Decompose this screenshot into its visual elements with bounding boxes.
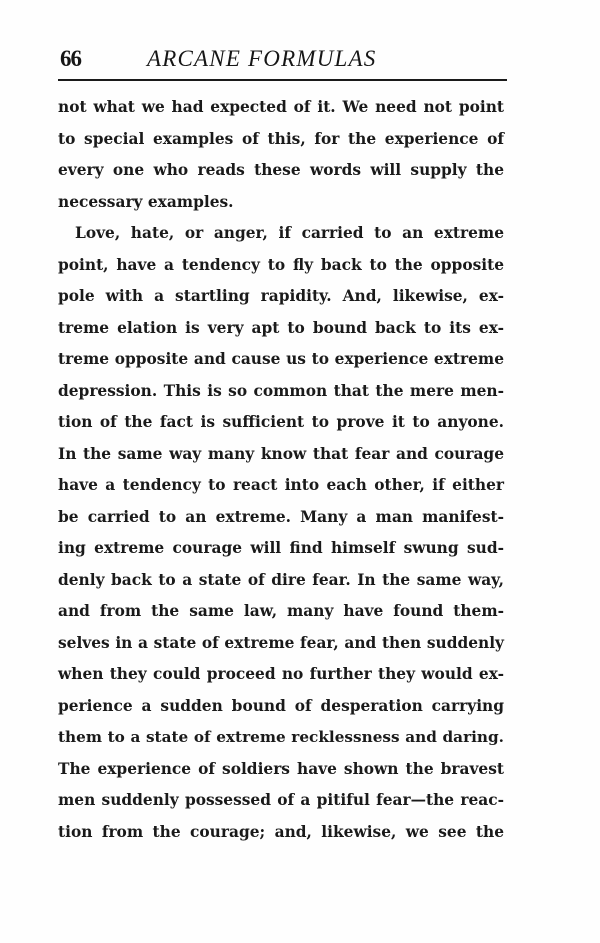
text-line: necessary examples. [58, 192, 234, 211]
text-line: be carried to an extreme. Many a man manifest- [58, 507, 504, 526]
text-line: them to a state of extreme recklessness and daring. [58, 728, 504, 746]
text-line: In the same way many know that fear and courage [58, 444, 504, 463]
text-line: have a tendency to react into each other, if either [58, 476, 504, 494]
text-line: selves in a state of extreme fear, and then suddenly [58, 633, 504, 652]
text-line: ing extreme courage will find himself swung sud- [58, 539, 504, 557]
text-line: perience a sudden bound of desperation carrying [58, 696, 504, 715]
text-line: men suddenly possessed of a pitiful fear—the reac- [58, 791, 504, 809]
text-line: to special examples of this, for the experience of [58, 129, 504, 148]
text-line: pole with a startling rapidity. And, likewise, ex- [58, 287, 504, 305]
text-line: treme opposite and cause us to experience extreme [58, 350, 504, 368]
text-line: and from the same law, many have found them- [58, 602, 504, 620]
running-title: ARCANE FORMULAS [147, 46, 377, 71]
text-line: tion from the courage; and, likewise, we see the [58, 822, 504, 841]
text-line: point, have a tendency to fly back to the opposite [58, 255, 504, 274]
text-line: denly back to a state of dire fear. In the same way, [58, 570, 504, 589]
text-line: treme elation is very apt to bound back to its ex- [58, 318, 504, 337]
running-head [58, 44, 506, 74]
text-line: Love, hate, or anger, if carried to an extreme [75, 224, 504, 242]
text-line: depression. This is so common that the mere men- [58, 381, 504, 400]
text-line: every one who reads these words will supply the [58, 161, 504, 179]
text-line: not what we had expected of it. We need not point [58, 98, 504, 116]
page-number: 66 [60, 46, 81, 71]
text-line: when they could proceed no further they would ex- [58, 665, 504, 683]
text-line: The experience of soldiers have shown the bravest [58, 759, 504, 778]
body-text [58, 92, 504, 848]
text-line: tion of the fact is sufficient to prove it to anyone. [58, 413, 504, 431]
header-rule [58, 79, 507, 81]
